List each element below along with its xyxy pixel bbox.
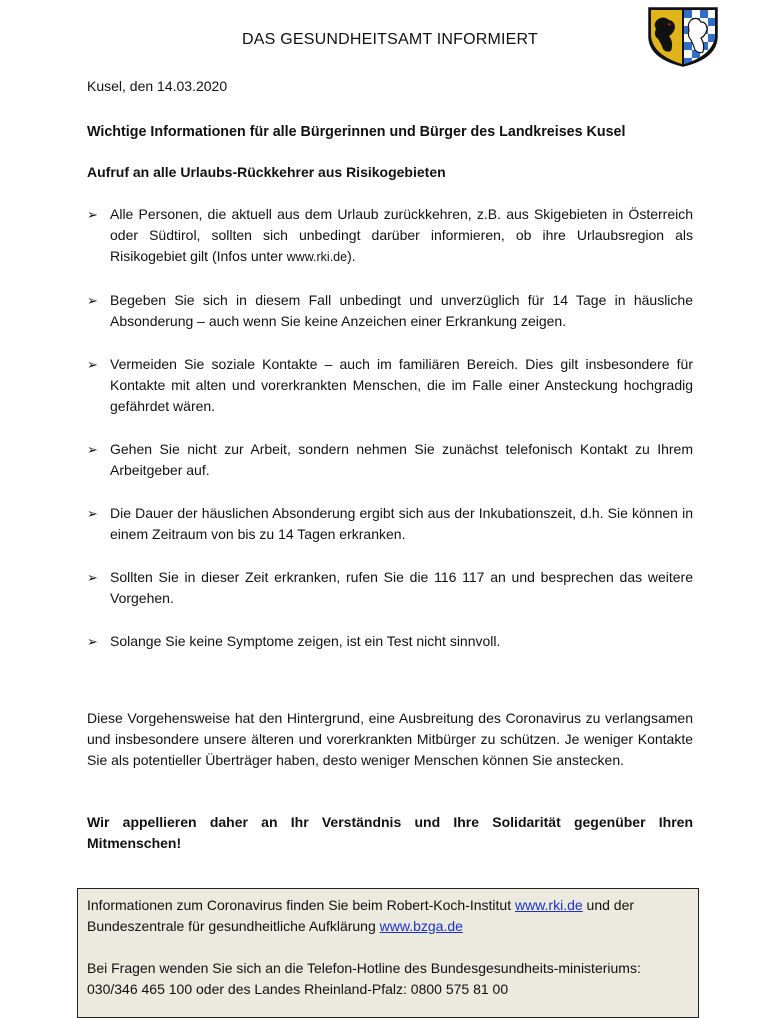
list-item-text: Die Dauer der häuslichen Absonderung ergibt sich aus der Inkubationszeit, d.h. Sie können in einem Zeitraum von bis zu 14 Tagen erkranken.: [110, 505, 693, 542]
list-item-text: Gehen Sie nicht zur Arbeit, sondern nehmen Sie zunächst telefonisch Kontakt zu Ihrem Arbeitgeber auf.: [110, 441, 693, 478]
list-item: [87, 567, 693, 609]
list-item-text: Vermeiden Sie soziale Kontakte – auch im familiären Bereich. Dies gilt insbesondere für Kontakte mit alten und vorerkrankten Menschen, die im Falle einer Ansteckung hochgradig gefährdet wären.: [110, 356, 693, 414]
list-item-text: Solange Sie keine Symptome zeigen, ist ein Test nicht sinnvoll.: [110, 633, 501, 649]
info-text: und der Bundeszentrale für gesundheitliche Aufklärung: [87, 897, 635, 934]
list-item-text: Sollten Sie in dieser Zeit erkranken, rufen Sie die 116 117 an und besprechen das weitere Vorgehen.: [110, 569, 693, 606]
background-paragraph: Diese Vorgehensweise hat den Hintergrund, eine Ausbreitung des Coronavirus zu verlangsamen und insbesondere unsere älteren und vorerkrankten Mitbürger zu schützen. Je weniger Kontakte Sie als potentieller Überträger haben, desto weniger Menschen können Sie anstecken.: [87, 710, 693, 768]
arrow-bullet-icon: ➢: [87, 506, 98, 521]
arrow-bullet-icon: ➢: [87, 357, 98, 372]
arrow-bullet-icon: ➢: [87, 207, 98, 222]
list-item: [87, 354, 693, 417]
list-item: [87, 204, 693, 268]
bzga-link[interactable]: www.bzga.de: [379, 918, 463, 934]
list-item: [87, 503, 693, 545]
page-header: DAS GESUNDHEITSAMT INFORMIERT: [242, 31, 538, 48]
arrow-bullet-icon: ➢: [87, 293, 98, 308]
info-text: Informationen zum Coronavirus finden Sie beim Robert-Koch-Institut: [87, 897, 515, 913]
list-item-text: Begeben Sie sich in diesem Fall unbedingt und unverzüglich für 14 Tage in häusliche Absonderung – auch wenn Sie keine Anzeichen einer Erkrankung zeigen.: [110, 292, 693, 329]
list-item: [87, 290, 693, 332]
appeal-paragraph: Wir appellieren daher an Ihr Verständnis und Ihre Solidarität gegenüber Ihren Mitmenschen!: [87, 814, 693, 851]
list-item: [87, 631, 693, 652]
list-item: [87, 439, 693, 481]
info-box-hotline: Bei Fragen wenden Sie sich an die Telefon-Hotline des Bundesgesundheits-ministeriums: 030/346 465 100 oder des Landes Rheinland-Pfalz: 0800 575 81 00: [87, 960, 641, 997]
list-item-text: Alle Personen, die aktuell aus dem Urlaub zurückkehren, z.B. aus Skigebieten in Österreich oder Südtirol, sollten sich unbedingt darüber informieren, ob ihre Urlaubsregion als Risikogebiet gilt (Infos unter: [110, 206, 693, 264]
coat-of-arms-icon: [647, 6, 719, 68]
arrow-bullet-icon: ➢: [87, 570, 98, 585]
document-title: Wichtige Informationen für alle Bürgerinnen und Bürger des Landkreises Kusel: [87, 124, 626, 140]
arrow-bullet-icon: ➢: [87, 634, 98, 649]
list-item-suffix: ).: [347, 248, 356, 264]
bullet-list: [87, 204, 693, 652]
info-box-sources: [87, 895, 689, 937]
rki-link[interactable]: www.rki.de: [514, 897, 583, 913]
document-subtitle: Aufruf an alle Urlaubs-Rückkehrer aus Risikogebieten: [87, 164, 446, 180]
arrow-bullet-icon: ➢: [87, 442, 98, 457]
document-date: Kusel, den 14.03.2020: [87, 78, 228, 94]
rki-link-text: www.rki.de: [286, 250, 348, 264]
